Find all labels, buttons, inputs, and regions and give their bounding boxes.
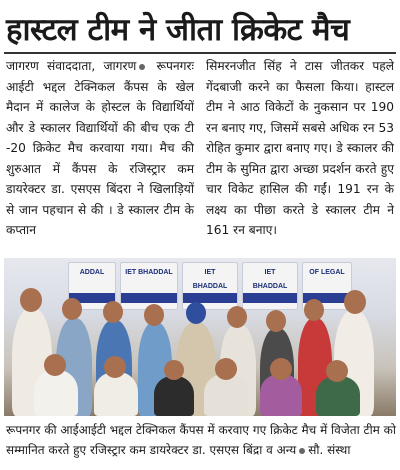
player-head [44, 354, 66, 376]
player-head [215, 358, 237, 380]
player-head [227, 306, 247, 328]
article-column-1 [6, 56, 194, 252]
player-head [164, 360, 184, 380]
player-head [266, 310, 286, 332]
player-head [344, 290, 366, 314]
article-text-col2: सिमरनजीत सिंह ने टास जीतकर पहले गेंदबाजी करने का फैसला किया। हास्टल टीम ने आठ विकेटों के नुकसान पर 190 रन बनाए गए, जिसमें सबसे अधिक रन 53 रोहित कुमार द्वारा बनाए गए। डे स्कालर की टीम के सुमित द्वारा अच्छा प्रदर्शन करते हुए चार विकेट हासिल की गईं। 191 रन के लक्ष्य का पीछा करते डे स्कालर टीम ने 161 रन बनाए। [206, 59, 394, 237]
player-head [104, 356, 126, 378]
bullet-icon [139, 64, 145, 70]
banner-text: IET BHADDAL [125, 269, 173, 276]
player-figure [34, 370, 78, 416]
photo-banner [120, 262, 178, 310]
player-figure [154, 376, 194, 416]
photo-caption [6, 420, 396, 466]
caption-credit: सौ. संस्था [308, 443, 351, 457]
article-column-2 [206, 56, 394, 252]
banner-text: IET BHADDAL [252, 269, 288, 290]
dateline: जागरण संवाददाता, जागरण [6, 59, 137, 73]
article-text-col1: रूपनगरः आईटी भद्दल टेक्निकल कैंपस के खेल मैदान में कालेज के होस्टल के विद्यार्थियों और डे स्कालर विद्यार्थियों की बीच एक टी -20 क्रिकेट मैच करवाया गया। मैच की शुरुआत में कैंपस के रजिस्ट्रार कम डायरेक्टर डा. एसएस बिंदरा ने खिलाड़ियों से जान पहचान से की । डे स्कालर टीम के कप्तान [6, 59, 194, 237]
player-head [103, 301, 123, 323]
player-figure [316, 376, 360, 416]
player-head [270, 358, 292, 380]
photo-banner [242, 262, 298, 310]
player-head [326, 360, 348, 382]
banner-text: OF LEGAL [309, 269, 345, 276]
player-figure [204, 374, 248, 416]
player-head [144, 304, 164, 326]
player-figure [94, 372, 138, 416]
player-figure [260, 374, 302, 416]
headline: हास्टल टीम ने जीता क्रिकेट मैच [6, 12, 350, 48]
player-head [20, 288, 42, 312]
bullet-icon [299, 448, 305, 454]
player-head [186, 302, 206, 324]
caption-text: रूपनगर की आईआईटी भद्दल टेक्निकल कैंपस में करवाए गए क्रिकेट मैच में विजेता टीम को सम्मानित करते हुए रजिस्ट्रार कम डायरेक्टर डा. एसएस बिंद्रा व अन्य [6, 423, 396, 457]
banner-text: IET BHADDAL [192, 269, 228, 290]
banner-text: ADDAL [79, 269, 105, 276]
player-head [304, 299, 324, 321]
player-head [62, 298, 82, 320]
headline-rule [4, 52, 396, 54]
team-photo [4, 258, 396, 416]
